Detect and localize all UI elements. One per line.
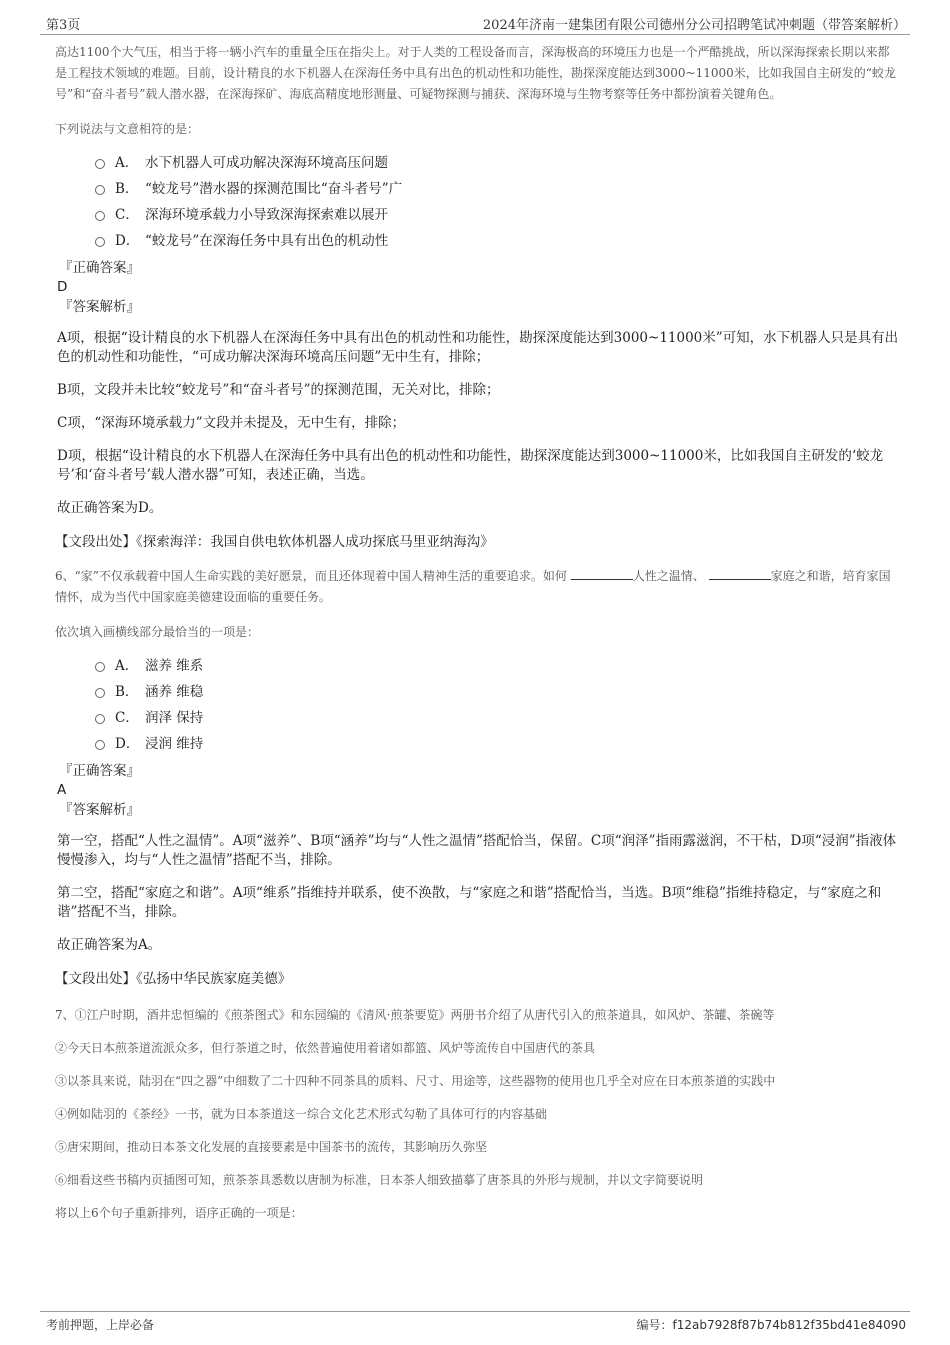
q6-prompt: 依次填入画横线部分最恰当的一项是： <box>55 625 260 639</box>
q7-sentence-5: ⑤唐宋期间，推动日本茶文化发展的直接要素是中国茶书的流传，其影响历久弥坚 <box>55 1140 488 1154</box>
q5-conclusion: 故正确答案为D。 <box>57 500 163 516</box>
q6-analysis-blank2: 第二空，搭配“家庭之和谐”。A项“维系”指维持并联系，使不涣散，与“家庭之和谐”搭配恰当，当选。B项“维稳”指维持稳定，与“家庭之和谐”搭配不当，排除。 <box>57 885 882 920</box>
q6-analysis-label: 『答案解析』 <box>59 802 140 818</box>
radio-icon[interactable] <box>95 740 105 750</box>
q5-analysis-b: B项，文段并未比较“蛟龙号”和“奋斗者号”的探测范围，无关对比，排除； <box>57 382 500 398</box>
q7-sentence-3: ③以茶具来说，陆羽在“四之器”中细数了二十四种不同茶具的质料、尺寸、用途等，这些器物的使用也几乎全对应在日本煎茶道的实践中 <box>55 1074 776 1088</box>
page-number: 第3页 <box>46 18 81 33</box>
q7-sentence-2: ②今天日本煎茶道流派众多，但行茶道之时，依然普遍使用着诸如都篮、风炉等流传自中国唐代的茶具 <box>55 1041 596 1055</box>
footer-slogan: 考前押题，上岸必备 <box>46 1318 155 1332</box>
radio-icon[interactable] <box>95 185 105 195</box>
radio-icon[interactable] <box>95 237 105 247</box>
q5-option-d[interactable]: D． “蛟龙号”在深海任务中具有出色的机动性 <box>95 228 900 254</box>
q5-prompt: 下列说法与文意相符的是： <box>55 122 200 136</box>
document-title: 2024年济南一建集团有限公司德州分公司招聘笔试冲刺题（带答案解析） <box>482 18 906 33</box>
q6-option-a[interactable]: A． 滋养 维系 <box>95 653 900 679</box>
page-header <box>40 12 910 35</box>
q5-analysis-d: D项，根据“设计精良的水下机器人在深海任务中具有出色的机动性和功能性，勘探深度能达到3000~11000米，比如我国自主研发的‘蛟龙号’和‘奋斗者号’载人潜水器”可知，表述正确，当选。 <box>57 448 884 483</box>
radio-icon[interactable] <box>95 159 105 169</box>
document-code: 编号：f12ab7928f87b74b812f35bd41e84090 <box>636 1318 906 1332</box>
q6-options <box>95 653 900 757</box>
q6-answer: A <box>57 782 67 798</box>
page-content <box>55 42 900 1224</box>
q6-answer-label: 『正确答案』 <box>59 763 140 779</box>
q5-analysis-a: A项，根据“设计精良的水下机器人在深海任务中具有出色的机动性和功能性，勘探深度能达到3000~11000米”可知，水下机器人只是具有出色的机动性和功能性，“可成功解决深海环境高压问题”无中生有，排除； <box>57 330 899 365</box>
q7-sentence-1: 7、①江户时期，酒井忠恒编的《煎茶图式》和东园编的《清风·煎茶要览》两册书介绍了从唐代引入的煎茶道具，如风炉、茶罐、茶碗等 <box>55 1008 775 1022</box>
q6-source: 【文段出处】《弘扬中华民族家庭美德》 <box>55 971 292 987</box>
q5-option-c[interactable]: C． 深海环境承载力小导致深海探索难以展开 <box>95 202 900 228</box>
q5-analysis-label: 『答案解析』 <box>59 299 140 315</box>
q6-option-c[interactable]: C． 润泽 保持 <box>95 705 900 731</box>
q6-option-d[interactable]: D． 浸润 维持 <box>95 731 900 757</box>
q7-prompt: 将以上6个句子重新排列，语序正确的一项是： <box>55 1206 303 1220</box>
radio-icon[interactable] <box>95 688 105 698</box>
q6-stem: 6、“家”不仅承载着中国人生命实践的美好愿景，而且还体现着中国人精神生活的重要追求。如何 人性之温情、 家庭之和谐，培育家国情怀，成为当代中国家庭美德建设面临的重要任务。 <box>55 569 891 604</box>
q5-option-a[interactable]: A． 水下机器人可成功解决深海环境高压问题 <box>95 150 900 176</box>
page-footer <box>40 1311 910 1336</box>
q6-option-b[interactable]: B． 涵养 维稳 <box>95 679 900 705</box>
q7-sentence-6: ⑥细看这些书稿内页插图可知，煎茶茶具悉数以唐制为标准，日本茶人细致描摹了唐茶具的外形与规制，并以文字简要说明 <box>55 1173 704 1187</box>
blank-2 <box>709 567 771 580</box>
q5-analysis-c: C项，“深海环境承载力”文段并未提及，无中生有，排除； <box>57 415 406 431</box>
q5-source: 【文段出处】《探索海洋：我国自供电软体机器人成功探底马里亚纳海沟》 <box>55 534 494 550</box>
radio-icon[interactable] <box>95 714 105 724</box>
q5-answer: D <box>57 279 68 295</box>
q5-option-b[interactable]: B． “蛟龙号”潜水器的探测范围比“奋斗者号”广 <box>95 176 900 202</box>
q5-options <box>95 150 900 254</box>
q6-analysis-blank1: 第一空，搭配“人性之温情”。A项“滋养”、B项“涵养”均与“人性之温情”搭配恰当，保留。C项“润泽”指雨露滋润，不干枯，D项“浸润”指液体慢慢渗入，均与“人性之温情”搭配不当，排除。 <box>57 833 897 868</box>
q6-conclusion: 故正确答案为A。 <box>57 937 162 953</box>
q5-answer-label: 『正确答案』 <box>59 260 140 276</box>
q7-sentence-4: ④例如陆羽的《茶经》一书，就为日本茶道这一综合文化艺术形式勾勒了具体可行的内容基础 <box>55 1107 548 1121</box>
blank-1 <box>571 567 633 580</box>
q5-passage: 高达1100个大气压，相当于将一辆小汽车的重量全压在指尖上。对于人类的工程设备而言，深海极高的环境压力也是一个严酷挑战，所以深海探索长期以来都是工程技术领域的难题。目前，设计精良的水下机器人在深海任务中具有出色的机动性和功能性，勘探深度能达到3000~11000米，比如我国自主研发的“蛟龙号”和“奋斗者号”载人潜水器，在深海探矿、海底高精度地形测量、可疑物探测与捕获、深海环境与生物考察等任务中都扮演着关键角色。 <box>55 45 896 101</box>
radio-icon[interactable] <box>95 662 105 672</box>
radio-icon[interactable] <box>95 211 105 221</box>
